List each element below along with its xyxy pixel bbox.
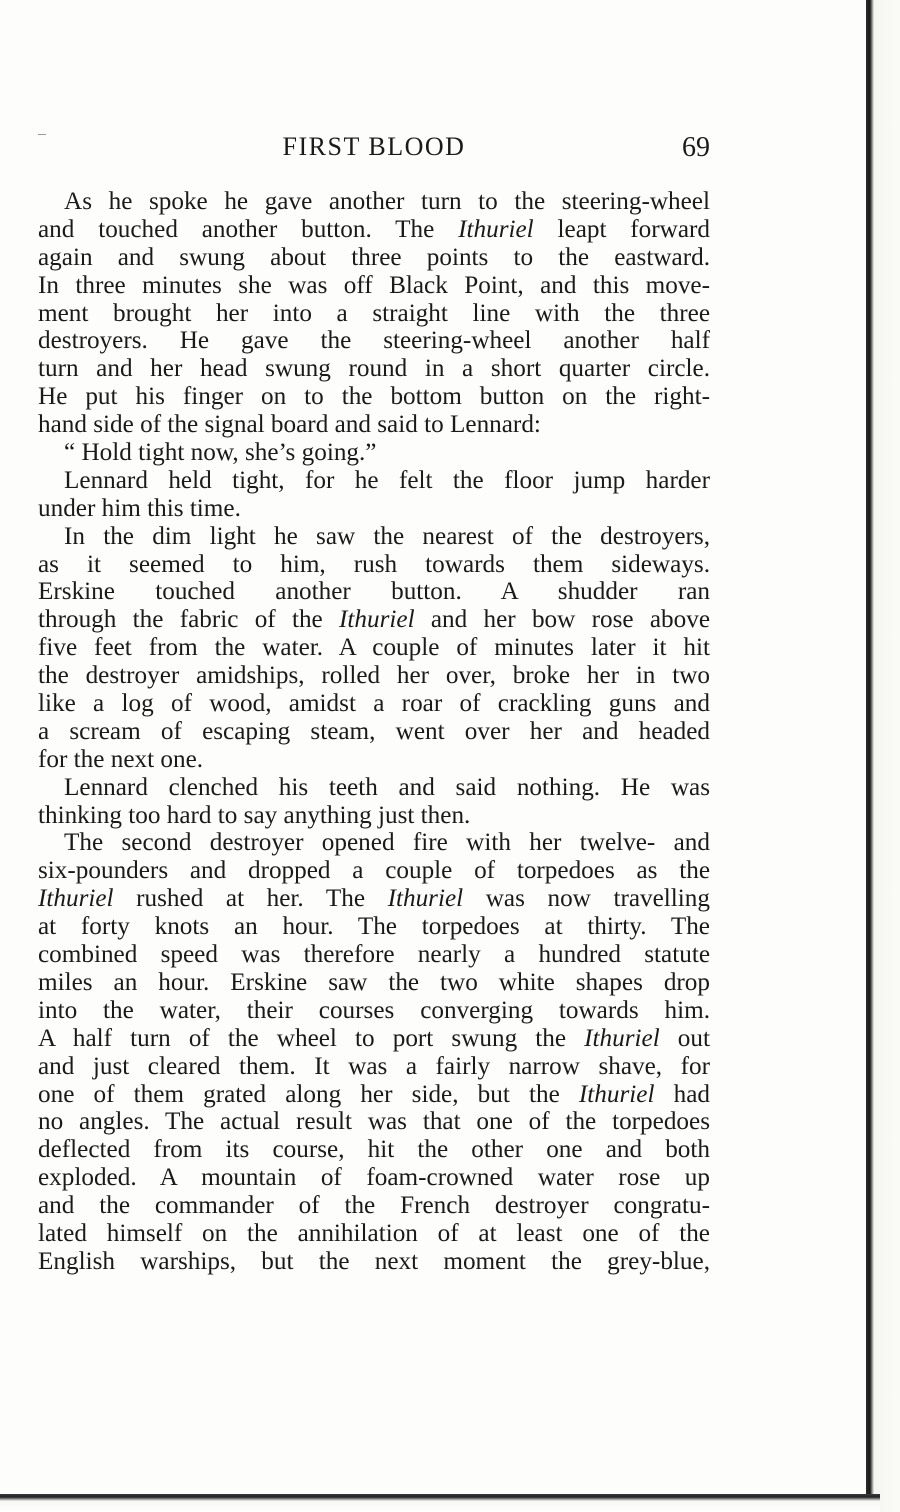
text-run: The second destroyer opened fire with her twelve- and <box>64 829 710 857</box>
text-line <box>38 1248 710 1276</box>
text-line <box>38 885 710 913</box>
text-run: rushed at her. The <box>113 885 388 913</box>
text-run: under him this time. <box>38 494 241 522</box>
text-run: at forty knots an hour. The torpedoes at thirty. The <box>38 913 710 941</box>
text-line <box>38 1192 710 1220</box>
text-line <box>38 411 710 439</box>
text-run: In the dim light he saw the nearest of the destroyers, <box>64 522 710 550</box>
text-line <box>38 1164 710 1192</box>
text-run: for the next one. <box>38 745 204 773</box>
text-run: English warships, but the next moment the grey-blue, <box>38 1247 710 1275</box>
text-run: like a log of wood, amidst a roar of crackling guns and <box>38 690 710 718</box>
text-run: hand side of the signal board and said to Lennard: <box>38 411 541 439</box>
page-edge-right <box>866 0 900 1512</box>
text-run: six-pounders and dropped a couple of torpedoes as the <box>38 857 710 885</box>
text-run: As he spoke he gave another turn to the steering-wheel <box>64 188 710 215</box>
text-run: the destroyer amidships, rolled her over, broke her in two <box>38 662 710 690</box>
text-line <box>38 634 710 662</box>
ship-name-italic: Ithuriel <box>584 1024 660 1052</box>
text-run: thinking too hard to say anything just then. <box>38 801 471 829</box>
text-line <box>38 439 710 467</box>
text-line <box>38 467 710 495</box>
text-run: combined speed was therefore nearly a hundred statute <box>38 941 710 969</box>
text-line <box>38 802 710 830</box>
text-line <box>38 244 710 272</box>
text-run: no angles. The actual result was that one of the torpedoes <box>38 1108 710 1136</box>
text-run: A half turn of the wheel to port swung the <box>38 1024 585 1052</box>
text-run: He put his finger on to the bottom button on the right- <box>38 383 710 411</box>
text-line <box>38 300 710 328</box>
text-line <box>38 1053 710 1081</box>
text-line <box>38 1220 710 1248</box>
text-line <box>38 1108 710 1136</box>
text-line <box>38 216 710 244</box>
text-line <box>38 857 710 885</box>
text-line <box>38 997 710 1025</box>
text-run: had <box>654 1080 710 1108</box>
text-line <box>38 188 710 216</box>
text-run: Lennard clenched his teeth and said nothing. He was <box>64 773 710 801</box>
text-run: was now travelling <box>463 885 710 913</box>
text-run: and just cleared them. It was a fairly narrow shave, for <box>38 1052 710 1080</box>
text-run: and touched another button. The <box>38 215 459 243</box>
text-line <box>38 1136 710 1164</box>
text-run: miles an hour. Erskine saw the two white shapes drop <box>38 968 710 996</box>
text-line <box>38 941 710 969</box>
page-edge-bottom <box>0 1494 880 1512</box>
text-line <box>38 913 710 941</box>
text-run: five feet from the water. A couple of minutes later it hit <box>38 634 710 662</box>
text-line <box>38 383 710 411</box>
text-line <box>38 272 710 300</box>
text-run: one of them grated along her side, but the <box>38 1080 579 1108</box>
ship-name-italic: Ithuriel <box>38 885 114 913</box>
text-run: deflected from its course, hit the other one and both <box>38 1136 710 1164</box>
text-run: ment brought her into a straight line with the three <box>38 299 710 327</box>
text-run: a scream of escaping steam, went over her and headed <box>38 717 710 745</box>
text-run: lated himself on the annihilation of at least one of the <box>38 1219 710 1247</box>
text-line <box>38 969 710 997</box>
ship-name-italic: Ithuriel <box>339 606 415 634</box>
text-run: Lennard held tight, for he felt the floor jump harder <box>64 466 710 494</box>
running-title: FIRST BLOOD <box>282 132 466 161</box>
text-line <box>38 1025 710 1053</box>
text-run: and her bow rose above <box>414 606 710 634</box>
text-run: In three minutes she was off Black Point, and this move- <box>38 271 710 299</box>
text-line <box>38 718 710 746</box>
text-run: out <box>659 1024 710 1052</box>
text-run: again and swung about three points to the eastward. <box>38 243 710 271</box>
ship-name-italic: Ithuriel <box>387 885 464 913</box>
text-run: into the water, their courses converging towards him. <box>38 996 710 1024</box>
text-line <box>38 774 710 802</box>
text-line <box>38 523 710 551</box>
ship-name-italic: Ithuriel <box>578 1080 655 1108</box>
body-text <box>38 188 710 1276</box>
text-line <box>38 495 710 523</box>
text-line <box>38 746 710 774</box>
text-line <box>38 1081 710 1109</box>
text-line <box>38 355 710 383</box>
text-run: “ Hold tight now, she’s going.” <box>64 439 377 467</box>
text-run: and the commander of the French destroyer congratu- <box>38 1192 710 1220</box>
running-head <box>38 132 710 172</box>
text-line <box>38 327 710 355</box>
text-line <box>38 606 710 634</box>
text-line <box>38 551 710 579</box>
text-run: Erskine touched another button. A shudder ran <box>38 578 710 606</box>
text-line <box>38 662 710 690</box>
text-run: turn and her head swung round in a short quarter circle. <box>38 355 710 383</box>
text-line <box>38 829 710 857</box>
text-line <box>38 578 710 606</box>
text-run: as it seemed to him, rush towards them sideways. <box>38 550 710 578</box>
text-run: destroyers. He gave the steering-wheel another half <box>38 327 710 355</box>
page-number: 69 <box>682 132 710 163</box>
text-run: through the fabric of the <box>38 606 340 634</box>
ship-name-italic: Ithuriel <box>458 215 534 243</box>
text-run: exploded. A mountain of foam-crowned water rose up <box>38 1164 710 1192</box>
text-line <box>38 690 710 718</box>
text-run: leapt forward <box>533 215 711 243</box>
